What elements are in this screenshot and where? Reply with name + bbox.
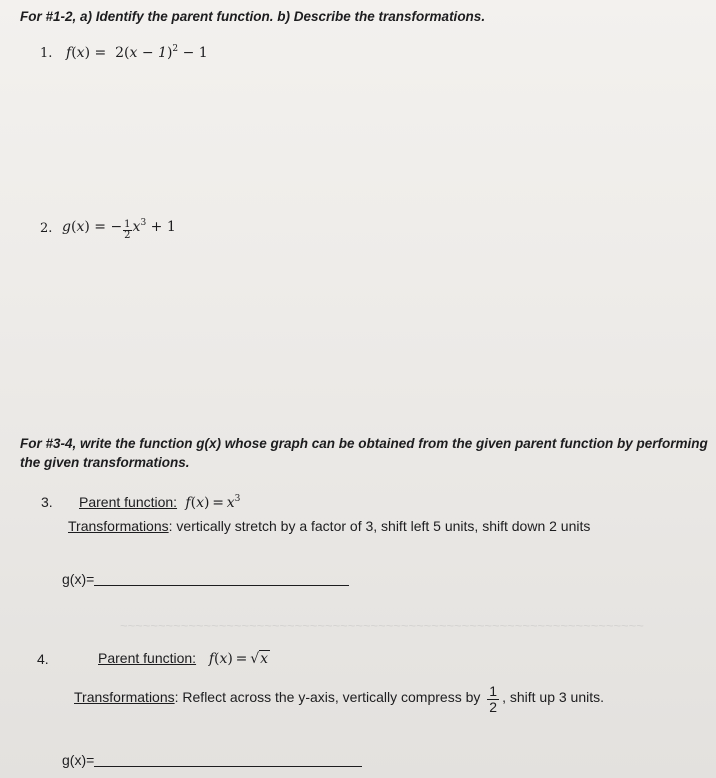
p2-lhs: g: [62, 219, 71, 235]
p3-answer-line: [62, 571, 349, 587]
p4-parent-function: [98, 650, 270, 667]
p4-frac-den: 2: [489, 699, 498, 715]
bleed-through-text: ~~~~~~~~~~~~~~~~~~~~~~~~~~~~~~~~~~~~~~~~~~~~~~~~~~~~~~~~~~~~~~~~~~~~~: [120, 618, 644, 633]
p3-var: x: [196, 495, 204, 511]
p3-exp: 3: [234, 494, 241, 504]
p3-trans-text: : vertically stretch by a factor of 3, shift left 5 units, shift down 2 units: [168, 518, 591, 534]
p4-parent-label: Parent function:: [98, 650, 197, 666]
problem-4-number: 4.: [37, 651, 49, 667]
p3-trans-label: Transformations: [68, 518, 169, 534]
p4-radicand: x: [260, 651, 269, 667]
sqrt-symbol-icon: √: [250, 651, 260, 667]
instructions-3-4-line1: For #3-4, write the function g(x) whose graph can be obtained from the given parent function by performing: [20, 436, 708, 451]
problem-2-equation: g(x) = − $\frac{1}{2}$ $x^3 + 1$: [62, 218, 176, 241]
instructions-3-4-line2: the given transformations.: [20, 455, 190, 470]
p2-fraction: [123, 220, 131, 241]
p3-answer-label: g(x)=: [62, 571, 95, 587]
p1-exponent: 2: [172, 44, 179, 54]
problem-3-number: 3.: [41, 494, 53, 510]
p4-trans-text-a: : Reflect across the y-axis, vertically compress by: [174, 689, 481, 705]
p3-base: x: [226, 495, 235, 511]
p1-var: x: [76, 45, 85, 61]
p4-parent-equation: f(x) = √x: [208, 651, 269, 667]
p3-parent-function: [79, 494, 240, 511]
problem-1-number: 1.: [40, 46, 53, 61]
p1-lhs: f: [66, 45, 72, 61]
p2-x: x: [132, 219, 141, 235]
p3-parent-equation: $f(x) = x^3$: [185, 494, 241, 511]
p4-fraction: [487, 684, 499, 715]
p4-var: x: [219, 651, 228, 667]
p4-answer-label: g(x)=: [62, 752, 95, 768]
p3-answer-blank[interactable]: [94, 585, 349, 586]
p4-trans-text-b: , shift up 3 units.: [502, 689, 605, 705]
p4-transformations: [74, 684, 604, 715]
p2-const: + 1: [150, 219, 176, 235]
p2-sign: −: [110, 219, 123, 235]
p1-const: − 1: [182, 45, 208, 61]
p2-exponent: 3: [140, 218, 147, 228]
p4-answer-line: [62, 752, 362, 768]
p2-frac-num: 1: [124, 219, 131, 230]
p4-lhs: f: [208, 651, 215, 667]
p3-lhs: f: [185, 495, 191, 511]
problem-1-equation: $f(x) = 2(x - 1)^2 - 1$: [66, 44, 208, 61]
p1-coef: 2: [115, 45, 125, 61]
p4-frac-num: 1: [489, 683, 498, 699]
problem-2-number: 2.: [40, 221, 53, 236]
instructions-1-2: For #1-2, a) Identify the parent function. b) Describe the transformations.: [20, 9, 486, 24]
p3-transformations: [68, 518, 590, 534]
p2-var: x: [76, 219, 85, 235]
p3-parent-label: Parent function:: [79, 494, 178, 510]
p1-inner: x − 1: [129, 45, 167, 61]
p2-frac-den: 2: [124, 230, 131, 241]
p4-answer-blank[interactable]: [94, 766, 362, 767]
p4-trans-label: Transformations: [74, 689, 175, 705]
